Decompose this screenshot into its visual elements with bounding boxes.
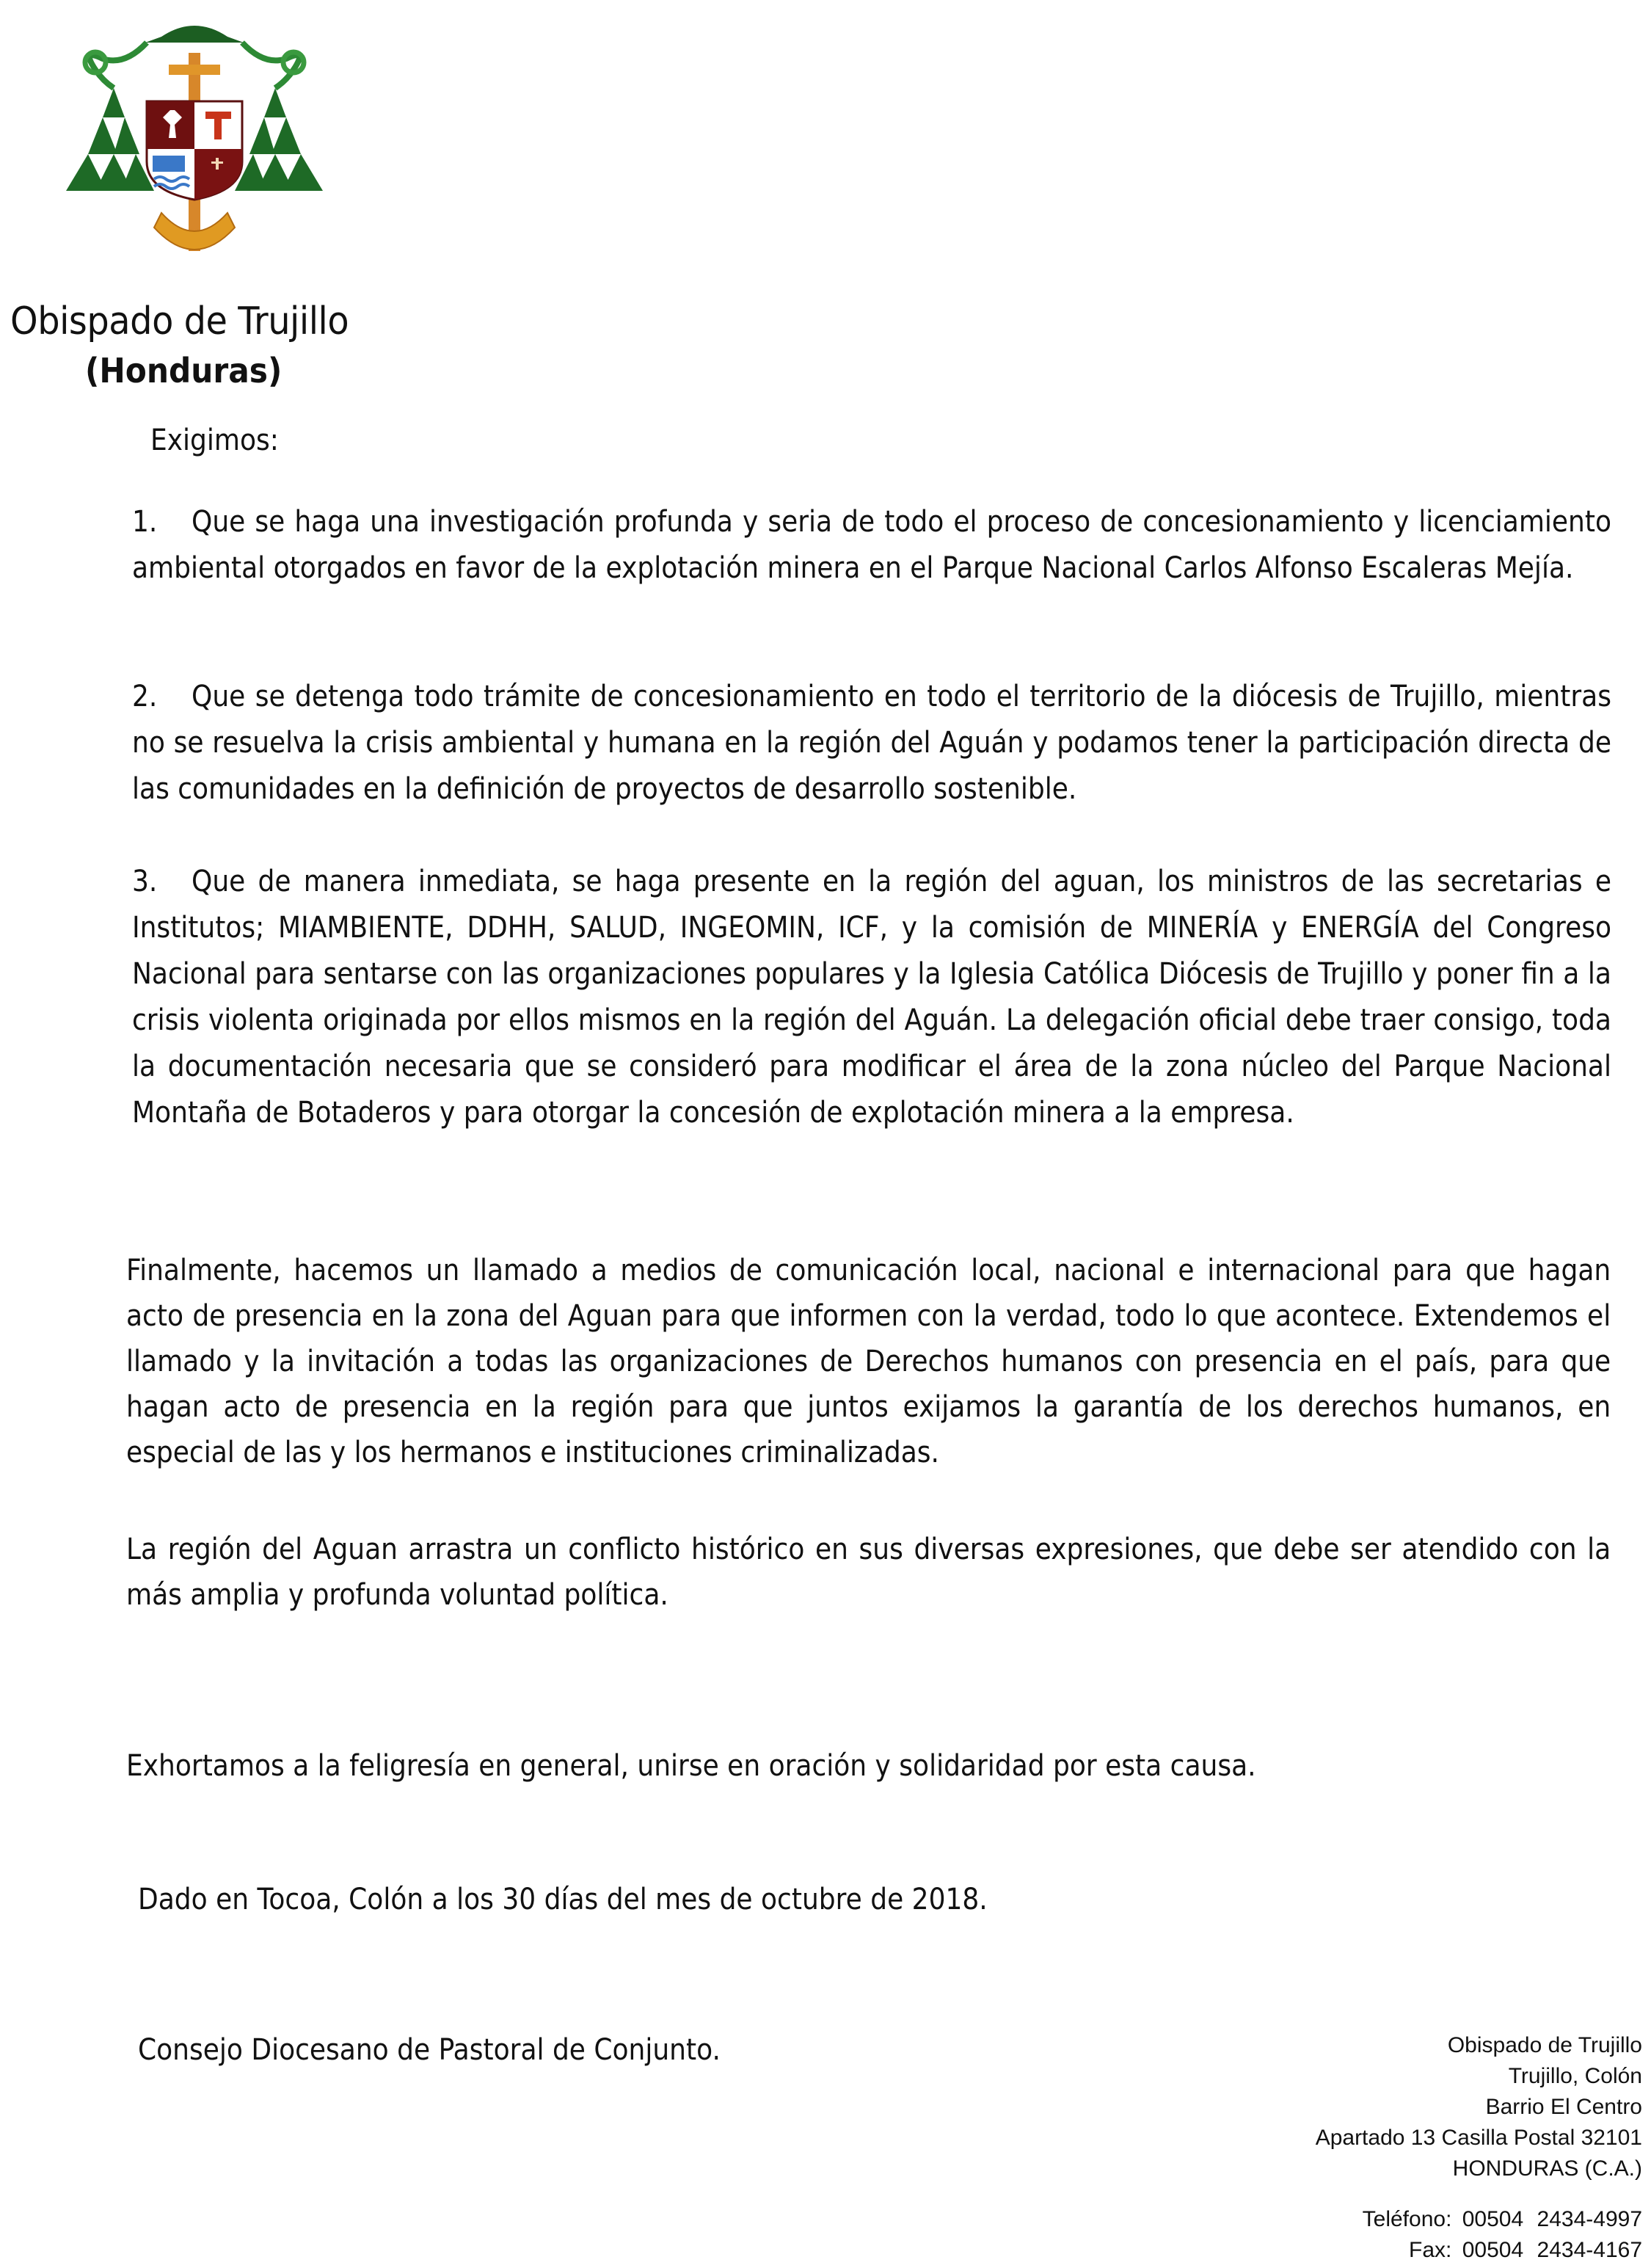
fax-line (1363, 2235, 1642, 2266)
closing-paragraph-exhort: Exhortamos a la feligresía en general, unirse en oración y solidaridad por esta causa. (126, 1749, 1256, 1783)
demand-number: 3. (132, 865, 158, 898)
signatory: Consejo Diocesano de Pastoral de Conjunto. (138, 2033, 721, 2067)
phone-country-code: 00504 (1462, 2207, 1524, 2231)
fax-country-code: 00504 (1462, 2238, 1524, 2262)
fax-label: Fax: (1409, 2238, 1452, 2262)
closing-paragraph-region: La región del Aguan arrastra un conflicto histórico en sus diversas expresiones, que debe ser atendido con la más amplia y profunda voluntad política. (126, 1533, 1611, 1612)
address-line: Trujillo, Colón (1508, 2064, 1642, 2088)
fax-number: 2434-4167 (1537, 2238, 1642, 2262)
address-line: Apartado 13 Casilla Postal 32101 (1315, 2126, 1642, 2150)
footer-contact (1363, 2204, 1642, 2266)
demand-text: Que se detenga todo trámite de concesionamiento en todo el territorio de la diócesis de Trujillo, mientras no se resuelva la crisis ambiental y humana en la región del Aguán y podamos tener la participación directa de las comunidades en la definición de proyectos de desarrollo sostenible. (132, 680, 1611, 806)
closing-paragraph-media: Finalmente, hacemos un llamado a medios de comunicación local, nacional e internacional para que hagan acto de presencia en la zona del Aguan para que informen con la verdad, todo lo que acontece. Extendemos el llamado y la invitación a todas las organizaciones de Derechos humanos con presencia en el país, para que hagan acto de presencia en la región para que juntos exijamos la garantía de los derechos humanos, en especial de las y los hermanos e instituciones criminalizadas. (126, 1254, 1611, 1469)
intro-heading: Exigimos: (150, 424, 279, 457)
address-line: Obispado de Trujillo (1447, 2033, 1642, 2057)
letterhead-title: Obispado de Trujillo (10, 299, 349, 344)
address-line: Barrio El Centro (1485, 2095, 1642, 2119)
demand-text: Que de manera inmediata, se haga presente en la región del aguan, los ministros de las secretarias e Institutos; MIAMBIENTE, DDHH, SALUD, INGEOMIN, ICF, y la comisión de MINERÍA y ENERGÍA del Congreso Nacional para sentarse con las organizaciones populares y la Iglesia Católica Diócesis de Trujillo y poner fin a la crisis violenta originada por ellos mismos en la región del Aguán. La delegación oficial debe traer consigo, toda la documentación necesaria que se consideró para modificar el área de la zona núcleo del Parque Nacional Montaña de Botaderos y para otorgar la concesión de explotación minera a la empresa. (132, 865, 1611, 1130)
demand-number: 1. (132, 505, 158, 539)
demand-text: Que se haga una investigación profunda y seria de todo el proceso de concesionamiento y licenciamiento ambiental otorgados en favor de la explotación minera en el Parque Nacional Carlos Alfonso Escaleras Mejía. (132, 505, 1611, 585)
phone-label: Teléfono: (1362, 2207, 1452, 2231)
letterhead-subtitle: (Honduras) (85, 351, 283, 390)
footer-address (1316, 2030, 1642, 2184)
phone-number: 2434-4997 (1537, 2207, 1642, 2231)
phone-line (1363, 2204, 1642, 2235)
demand-item (132, 859, 1611, 1136)
demand-item (132, 674, 1611, 813)
demand-number: 2. (132, 680, 158, 713)
address-line: HONDURAS (C.A.) (1452, 2156, 1642, 2181)
coat-of-arms-icon (51, 7, 338, 279)
demand-item (132, 499, 1611, 592)
date-line: Dado en Tocoa, Colón a los 30 días del mes de octubre de 2018. (138, 1883, 988, 1916)
